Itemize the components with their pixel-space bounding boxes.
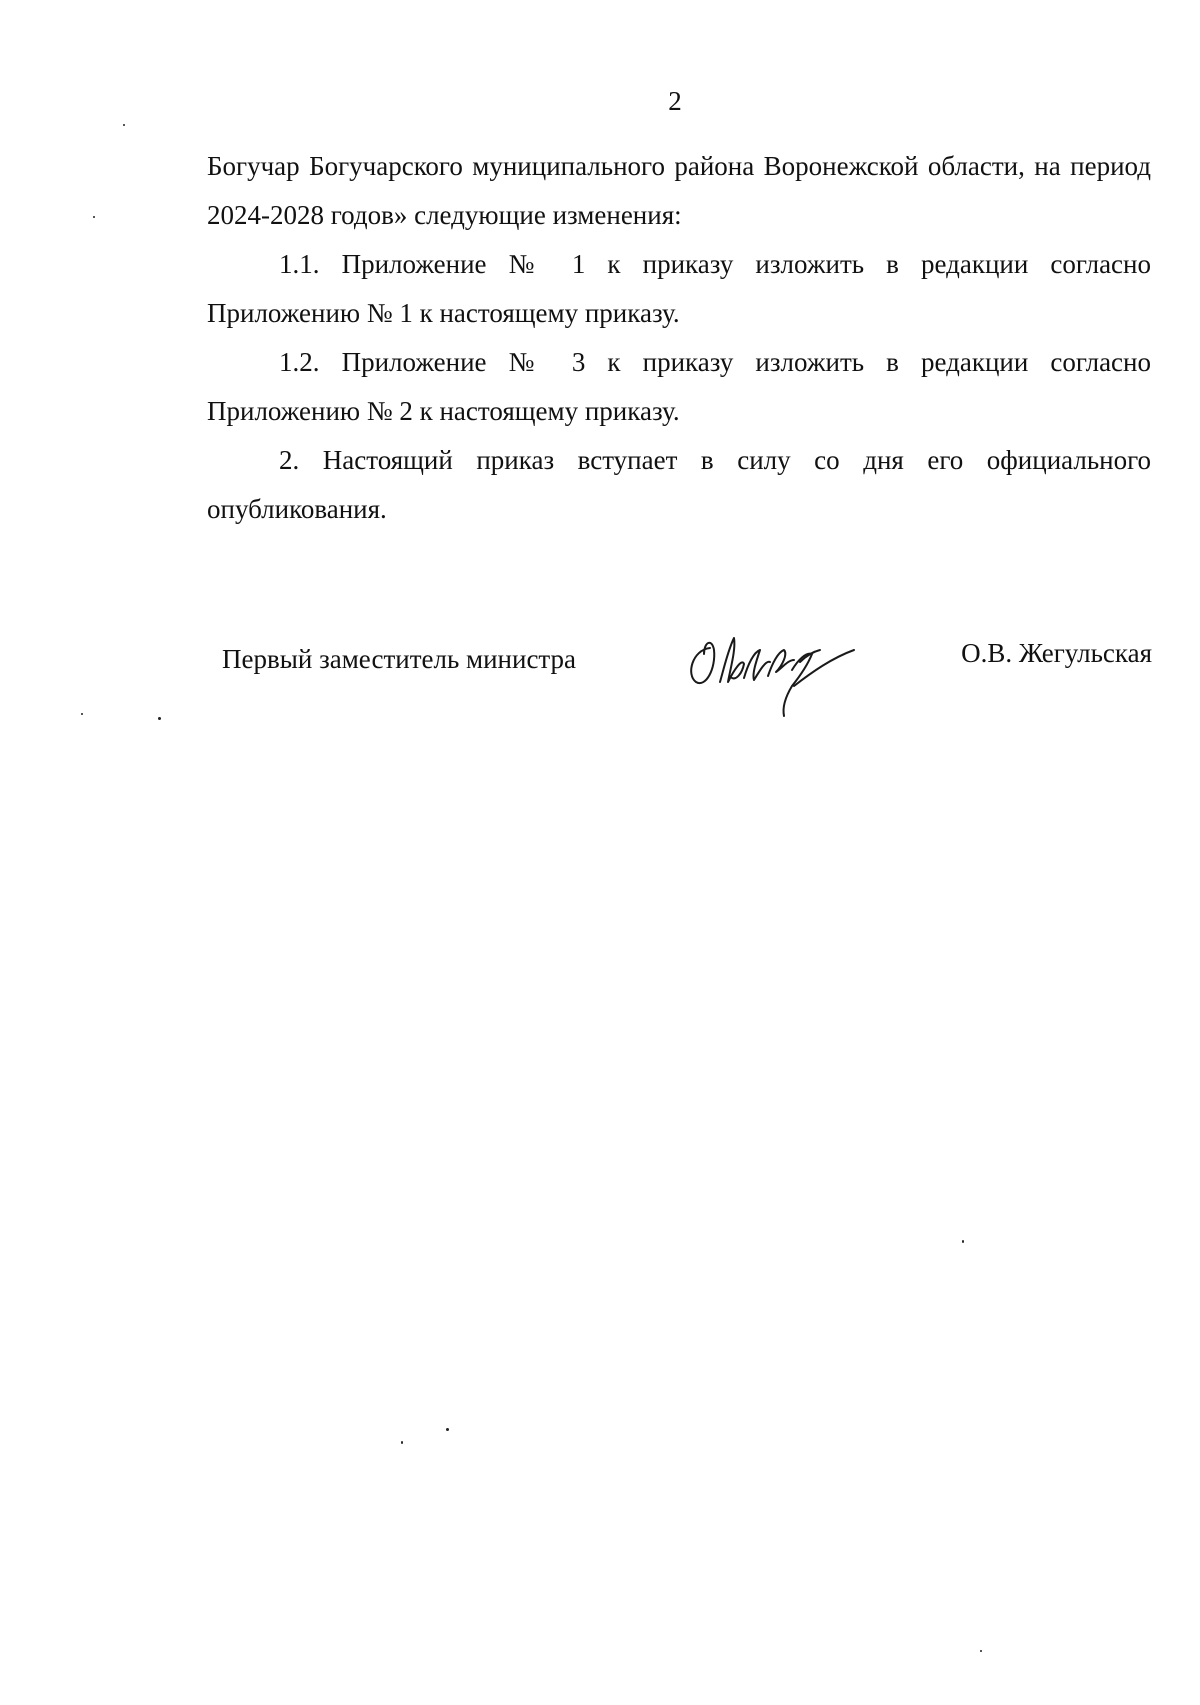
scan-speck [158,717,161,720]
handwritten-signature [682,620,892,720]
paragraph-item-1-2: 1.2. Приложение № 3 к приказу изложить в редакции согласно Приложению № 2 к настоящему приказу. [207,347,1151,426]
page-number: 2 [668,86,682,116]
scan-speck [123,124,125,126]
paragraph-continuation: Богучар Богучарского муниципального района Воронежской области, на период 2024-2028 годов» следующие изменения: [207,151,1151,230]
document-body [207,142,1151,534]
scan-speck [81,713,83,715]
scan-speck [962,1240,964,1243]
paragraph-item-2: 2. Настоящий приказ вступает в силу со дня его официального опубликования. [207,445,1151,524]
signature-block [207,620,1151,740]
scan-speck [446,1428,449,1431]
scan-speck [401,1441,403,1444]
scan-speck [93,216,95,218]
scan-speck [980,1650,982,1652]
signatory-position: Первый заместитель министра [222,644,577,674]
signatory-name: О.В. Жегульская [961,638,1152,668]
paragraph-item-1-1: 1.1. Приложение № 1 к приказу изложить в редакции согласно Приложению № 1 к настоящему приказу. [207,249,1151,328]
